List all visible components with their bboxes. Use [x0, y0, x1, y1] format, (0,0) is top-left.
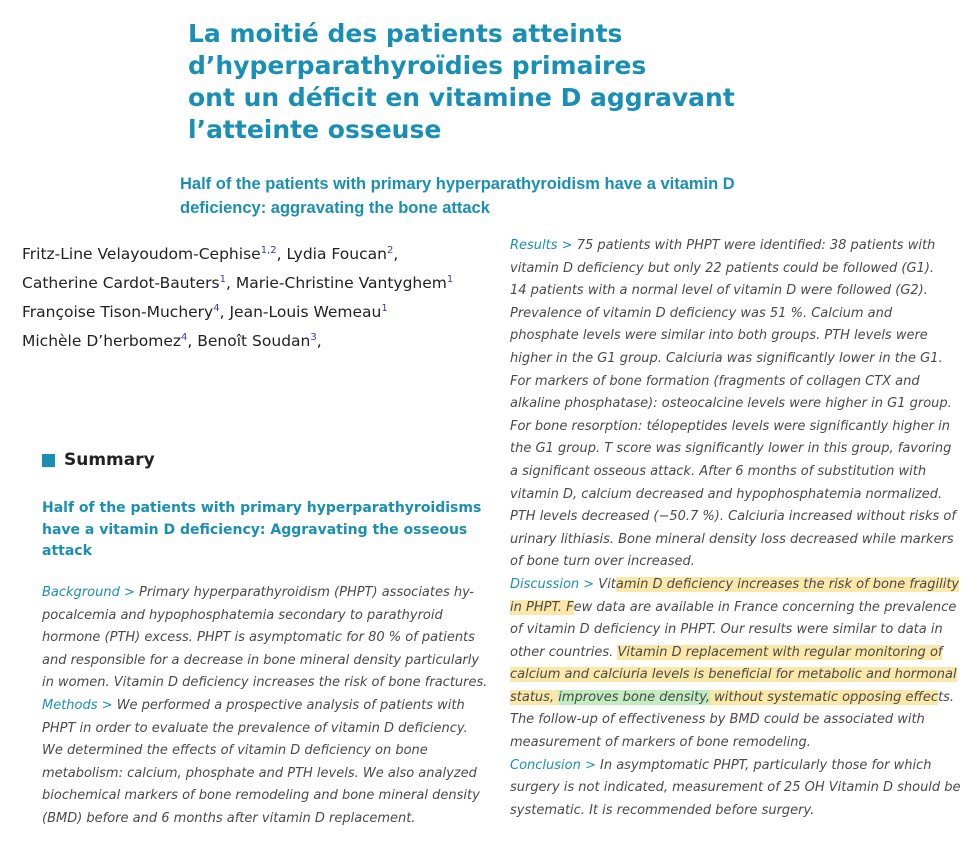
abstract-line: a significant osseous attack. After 6 months of substitution with	[510, 463, 927, 479]
author-list	[22, 238, 492, 355]
author-separator: ,	[219, 303, 230, 322]
highlight-yellow: in PHPT. F	[510, 599, 574, 615]
discussion-label: Discussion >	[510, 576, 595, 592]
line-text: Primary hyperparathyroidism (PHPT) associates hy-	[134, 585, 475, 600]
line-text: We performed a prospective analysis of patients with	[112, 697, 465, 713]
title-line: d’hyperparathyroïdies primaires	[188, 51, 647, 80]
abstract-line: For bone resorption: télopeptides levels were significantly higher in	[510, 418, 950, 434]
author-affiliation: 1	[381, 303, 388, 315]
highlight-yellow: amin D deficiency increases the risk of bone fragility	[615, 576, 960, 592]
abstract-line	[510, 755, 962, 778]
abstract-line	[510, 664, 962, 687]
author-separator: ,	[225, 274, 236, 293]
author-affiliation: 4	[181, 332, 188, 344]
abstract-line	[510, 235, 962, 258]
author-line	[22, 267, 492, 296]
author-separator: ,	[316, 332, 322, 351]
abstract-left-column	[42, 582, 494, 831]
author-name: Catherine Cardot-Bauters	[22, 274, 220, 293]
subtitle-line: deficiency: aggravating the bone attack	[180, 199, 490, 217]
square-bullet-icon	[42, 454, 55, 467]
results-label: Results >	[510, 238, 573, 253]
title-line: ont un déficit en vitamine D aggravant	[188, 83, 735, 112]
author-separator: ,	[393, 245, 399, 264]
abstract-line	[510, 687, 962, 710]
line-text: other countries.	[510, 644, 618, 660]
author-name: Michèle D’herbomez	[22, 332, 182, 351]
abstract-line: We determined the effects of vitamin D deficiency on bone	[42, 743, 428, 759]
highlight-yellow: calcium and calciuria levels is beneficial for metabolic and hormonal	[510, 667, 957, 683]
abstract-line: in women. Vitamin D deficiency increases the risk of bone fractures.	[42, 675, 488, 691]
abstract-line: measurement of markers of bone remodeling.	[510, 735, 811, 751]
line-text: In asymptomatic PHPT, particularly those for which	[595, 757, 932, 773]
abstract-line: Prevalence of vitamin D deficiency was 51 %. Calcium and	[510, 305, 893, 321]
author-name: Jean-Louis Wemeau	[229, 303, 382, 322]
author-line	[22, 238, 492, 267]
abstract-line: the G1 group. T score was significantly lower in this group, favoring	[510, 441, 952, 457]
abstract-right-column	[510, 235, 962, 822]
author-name: Fritz-Line Velayoudom-Cephise	[22, 245, 261, 264]
article-title-en	[180, 172, 880, 220]
abstract-line: and responsible for a decrease in bone mineral density particularly	[42, 652, 480, 668]
conclusion-label: Conclusion >	[510, 757, 596, 773]
abstract-line: alkaline phosphatase): osteocalcine levels were higher in G1 group.	[510, 396, 952, 412]
abstract-line: phosphate levels were similar into both groups. PTH levels were	[510, 328, 928, 344]
summary-heading-text: Summary	[64, 450, 155, 470]
line-text: Vit	[594, 576, 616, 592]
abstract-line: vitamin D, calcium decreased and hypophosphatemia normalized.	[510, 486, 943, 502]
background-label: Background >	[42, 585, 135, 600]
abstract-line: systematic. It is recommended before surgery.	[510, 802, 815, 818]
author-affiliation: 1	[219, 274, 226, 286]
title-line: l’atteinte osseuse	[188, 115, 442, 144]
abstract-line: of vitamin D deficiency in PHPT. Our results were similar to data in	[510, 622, 943, 638]
summary-title-line: Half of the patients with primary hyperparathyroidisms	[42, 500, 482, 516]
summary-heading	[42, 450, 155, 470]
highlight-yellow: status,	[510, 689, 559, 705]
author-name: Françoise Tison-Muchery	[22, 303, 214, 322]
summary-title-line: have a vitamin D deficiency: Aggravating the osseous	[42, 521, 468, 538]
abstract-line: pocalcemia and hypophosphatemia secondary to parathyroid	[42, 607, 443, 623]
author-affiliation: 1,2	[260, 245, 277, 256]
abstract-line: PTH levels decreased (−50.7 %). Calciuria increased without risks of	[510, 509, 956, 525]
author-separator: ,	[276, 245, 287, 264]
abstract-line: metabolism: calcium, phosphate and PTH levels. We also analyzed	[42, 765, 477, 781]
summary-title-line: attack	[42, 543, 92, 559]
highlight-yellow: without systematic opposing effec	[710, 689, 939, 705]
abstract-line	[510, 642, 962, 665]
author-line	[22, 296, 492, 325]
author-line	[22, 325, 492, 354]
abstract-line: The follow-up of effectiveness by BMD could be associated with	[510, 712, 925, 728]
abstract-line	[510, 597, 962, 620]
article-title-fr	[188, 18, 788, 146]
author-affiliation: 3	[310, 332, 317, 344]
summary-title	[42, 498, 494, 563]
author-affiliation: 4	[213, 303, 220, 315]
abstract-line: vitamin D deficiency but only 22 patients could be followed (G1).	[510, 260, 935, 276]
author-name: Lydia Foucan	[286, 245, 387, 264]
line-text: 75 patients with PHPT were identified: 38 patients with	[572, 238, 936, 253]
abstract-line	[510, 574, 962, 597]
abstract-line: surgery is not indicated, measurement of 25 OH Vitamin D should be	[510, 780, 961, 796]
abstract-line: For markers of bone formation (fragments of collagen CTX and	[510, 373, 920, 389]
abstract-line: PHPT in order to evaluate the prevalence of vitamin D deficiency.	[42, 720, 468, 736]
author-affiliation: 2	[386, 245, 394, 256]
title-line: La moitié des patients atteints	[188, 19, 623, 48]
highlight-green: improves bone density,	[558, 689, 711, 705]
abstract-line: of bone turn over increased.	[510, 554, 695, 570]
abstract-line	[42, 582, 494, 605]
highlight-yellow: Vitamin D replacement with regular monitoring of	[617, 644, 943, 660]
abstract-line: higher in the G1 group. Calciuria was significantly lower in the G1.	[510, 350, 943, 366]
abstract-line	[42, 695, 494, 718]
line-text: ew data are available in France concerning the prevalence	[573, 599, 957, 615]
subtitle-line: Half of the patients with primary hyperparathyroidism have a vitamin D	[180, 175, 735, 193]
methods-label: Methods >	[42, 697, 113, 713]
author-name: Benoît Soudan	[197, 332, 311, 351]
author-name: Marie-Christine Vantyghem	[235, 274, 447, 293]
abstract-line: biochemical markers of bone remodeling and bone mineral density	[42, 788, 480, 804]
abstract-line: hormone (PTH) excess. PHPT is asymptomatic for 80 % of patients	[42, 630, 475, 646]
author-separator: ,	[187, 332, 198, 351]
abstract-line: (BMD) before and 6 months after vitamin D replacement.	[42, 810, 416, 826]
author-affiliation: 1	[446, 274, 454, 286]
abstract-line: 14 patients with a normal level of vitamin D were followed (G2).	[510, 283, 928, 299]
abstract-line: urinary lithiasis. Bone mineral density loss decreased while markers	[510, 531, 954, 547]
line-text: ts.	[938, 689, 955, 705]
